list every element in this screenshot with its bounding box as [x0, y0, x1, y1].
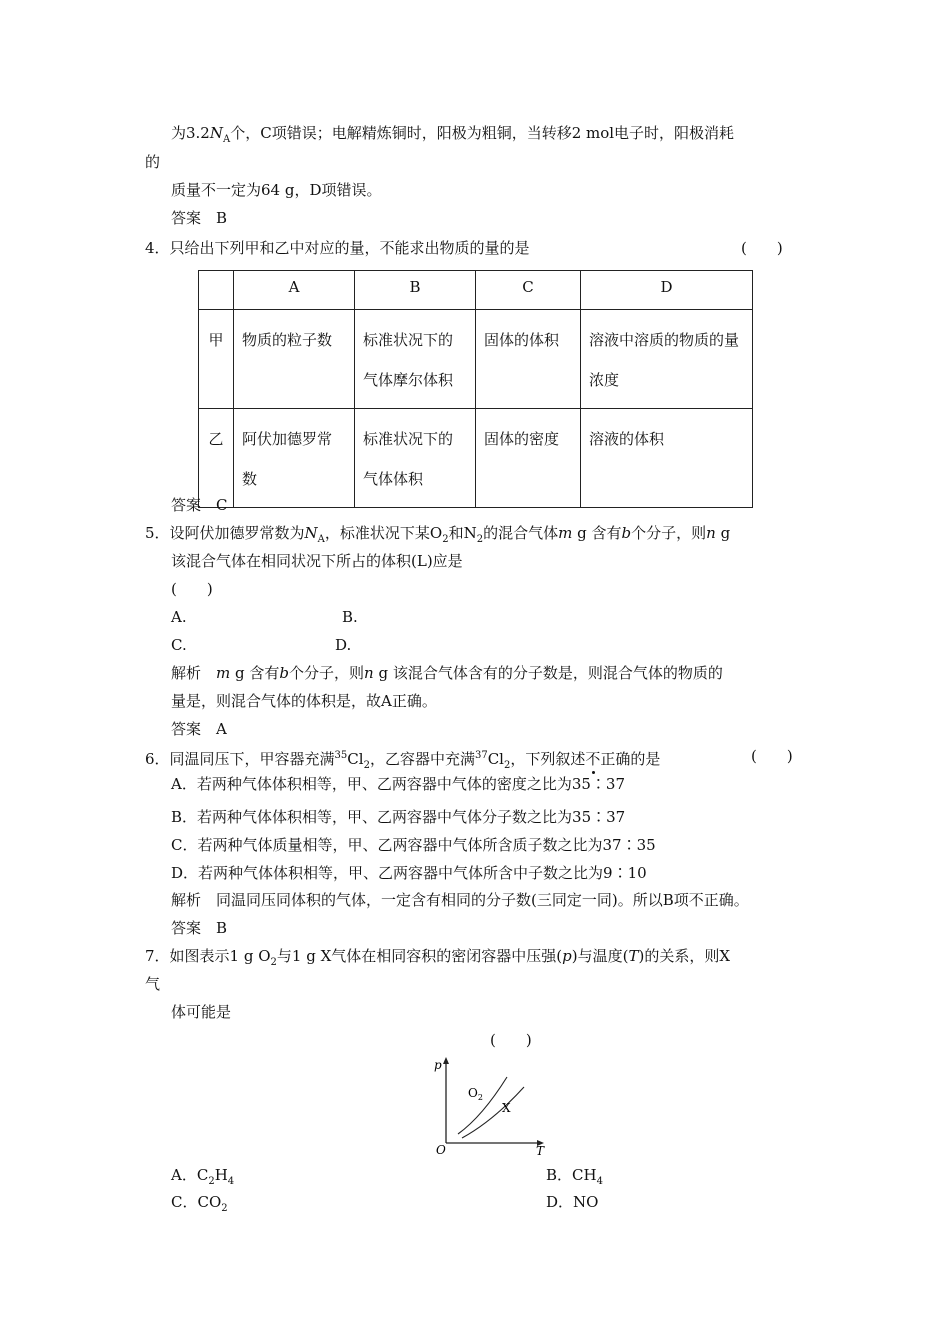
q5-answer: 答案 A: [171, 720, 227, 738]
emphasis-dot-char: 不: [585, 750, 601, 768]
table-cell: 溶液中溶质的物质的量浓度: [581, 310, 753, 409]
q5-analysis-line2: 量是，则混合气体的体积是，故A正确。: [171, 692, 437, 710]
q5-option-a: A.: [171, 608, 187, 626]
q6-option-a: A．若两种气体体积相等，甲、乙两容器中气体的密度之比为35∶37: [171, 775, 626, 793]
q5-analysis: 解析 m g 含有b个分子，则n g 该混合气体含有的分子数是，则混合气体的物质的: [171, 664, 723, 682]
q7-option-d: D．NO: [546, 1193, 599, 1211]
table-header-row: [199, 271, 753, 310]
table-cell: 固体的密度: [476, 409, 581, 508]
table-cell: 乙: [199, 409, 234, 508]
q5-stem: 5．设阿伏加德罗常数为$N_A$，标准状况下某$O_2$和$N_2$的混合气体m g 含有b个分子，则n g: [145, 524, 731, 545]
q4-answer: 答案 C: [171, 496, 228, 514]
q5-option-b: B.: [342, 608, 358, 626]
table-header-cell: D: [581, 271, 753, 310]
table-cell: 阿伏加德罗常数: [234, 409, 355, 508]
q7-option-b: B．$CH_4$: [546, 1166, 603, 1187]
y-axis-arrow: [443, 1057, 449, 1064]
q6-answer-paren: ( ): [751, 747, 793, 765]
q6-stem: 6．同温同压下，甲容器充满$^{35}Cl_2$，乙容器中充满$^{37}Cl_2$，下列叙述不正确的是: [145, 750, 661, 771]
q4-answer-paren: ( ): [741, 239, 783, 257]
table-header-cell: C: [476, 271, 581, 310]
q6-option-c: C．若两种气体质量相等，甲、乙两容器中气体所含质子数之比为37∶35: [171, 836, 656, 854]
q7-stem-line2: 气: [145, 975, 161, 993]
q7-option-a: A．$C_2H_4$: [171, 1166, 235, 1187]
prev-analysis-line2: 的: [145, 153, 161, 171]
q7-option-c: C．$CO_2$: [171, 1193, 228, 1214]
table-cell: 标准状况下的气体体积: [355, 409, 476, 508]
q6-answer: 答案 B: [171, 919, 228, 937]
q5-stem-line2: 该混合气体在相同状况下所占的体积(L)应是: [171, 552, 463, 570]
q7-pt-graph: [432, 1055, 552, 1155]
table-cell: 固体的体积: [476, 310, 581, 409]
origin-label: O: [436, 1143, 446, 1155]
q7-answer-paren: ( ): [490, 1031, 532, 1049]
table-row: [199, 409, 753, 508]
table-header-cell: [199, 271, 234, 310]
y-axis-label: p: [434, 1058, 442, 1072]
x-axis-label: T: [536, 1144, 545, 1155]
prev-answer: 答案 B: [171, 209, 228, 227]
prev-analysis-line3: 质量不一定为64 g，D项错误。: [171, 181, 382, 199]
q6-option-d: D．若两种气体体积相等，甲、乙两容器中气体所含中子数之比为9∶10: [171, 864, 647, 882]
q6-option-b: B．若两种气体体积相等，甲、乙两容器中气体分子数之比为35∶37: [171, 808, 626, 826]
q4-stem: 4．只给出下列甲和乙中对应的量，不能求出物质的量的是: [145, 239, 530, 257]
table-cell: 物质的粒子数: [234, 310, 355, 409]
table-row: [199, 310, 753, 409]
q7-stem-line3: 体可能是: [171, 1003, 232, 1021]
o2-curve-label: $O_2$: [468, 1086, 483, 1102]
prev-analysis-line1: 为$3.2N_A$个，C项错误；电解精炼铜时，阳极为粗铜，当转移2 mol电子时，阳极消耗: [171, 124, 735, 145]
table-cell: 甲: [199, 310, 234, 409]
q6-analysis: 解析 同温同压同体积的气体，一定含有相同的分子数(三同定一同)。所以B项不正确。: [171, 891, 749, 909]
table-header-cell: A: [234, 271, 355, 310]
table-cell: 标准状况下的气体摩尔体积: [355, 310, 476, 409]
q7-stem: 7．如图表示1 g $O_2$与1 g X气体在相同容积的密闭容器中压强(p)与温度(T)的关系，则X: [145, 947, 731, 968]
q5-option-c: C.: [171, 636, 187, 654]
table-header-cell: B: [355, 271, 476, 310]
table-cell: 溶液的体积: [581, 409, 753, 508]
q5-answer-paren: ( ): [171, 580, 213, 598]
q4-table: [198, 270, 753, 508]
q5-option-d: D.: [335, 636, 352, 654]
x-curve-label: X: [502, 1101, 511, 1115]
